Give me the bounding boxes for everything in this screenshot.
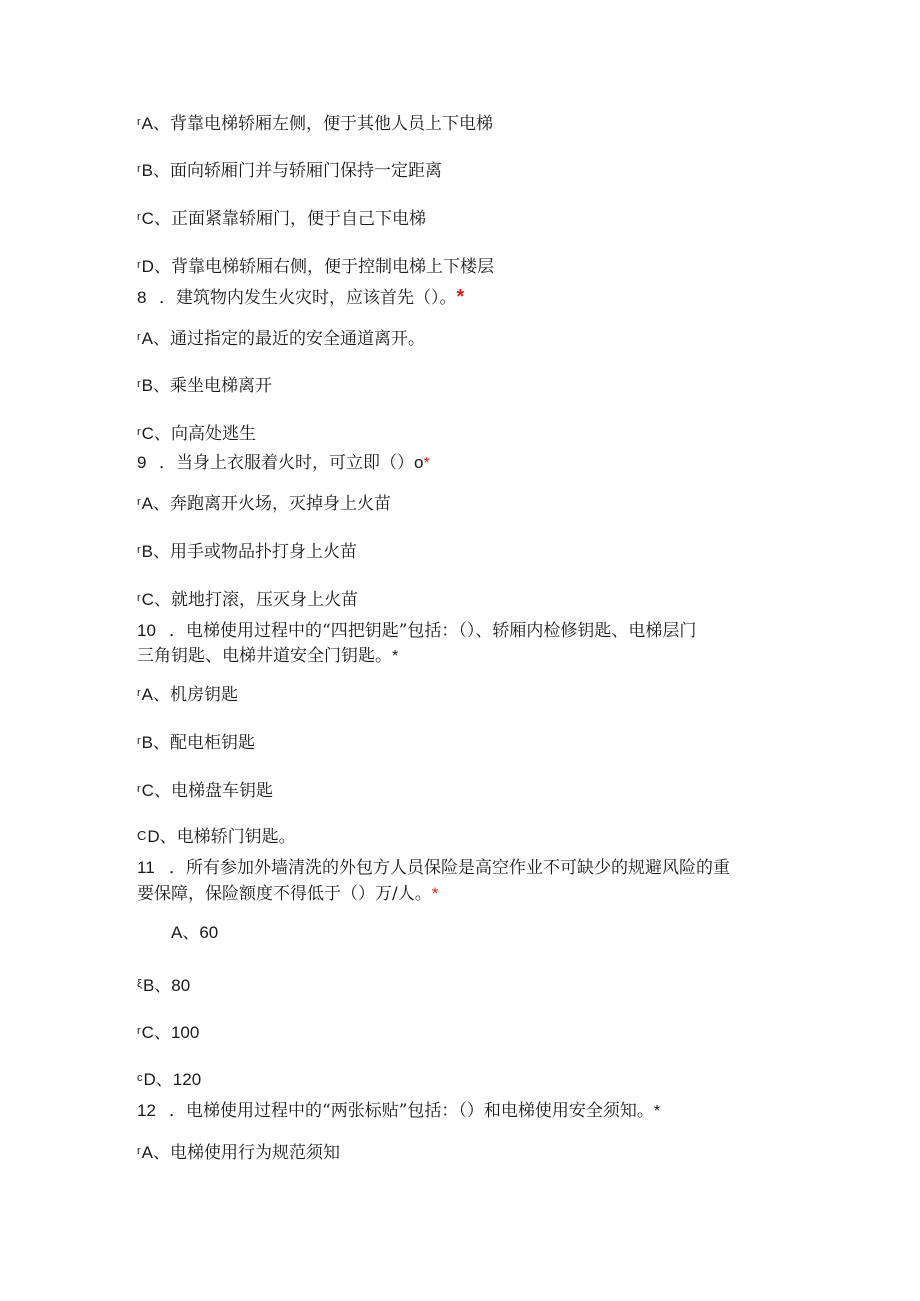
radio-marker: r [137,378,141,390]
option-c[interactable] [137,206,426,230]
option-letter: C [141,781,154,800]
option-d[interactable] [137,254,494,278]
radio-marker: r [137,1145,141,1157]
required-mark: * [456,286,465,308]
question-10 [137,620,696,642]
option-c[interactable] [137,587,358,611]
option-text: 、60 [182,923,219,942]
radio-marker: r [137,592,141,604]
option-text: 、正面紧靠轿厢门，便于自己下电梯 [153,209,426,229]
question-text: ．电梯使用过程中的“四把钥匙”包括：（）、轿厢内检修钥匙、电梯层门 [169,621,697,641]
option-letter: D [141,257,154,276]
radio-marker: r [137,116,141,128]
option-d[interactable] [137,825,296,848]
option-c[interactable] [137,778,273,802]
option-letter: C [141,590,154,609]
radio-marker: r [137,687,141,699]
required-mark: * [431,884,439,903]
radio-marker: r [137,426,141,438]
option-letter: A [141,494,154,513]
option-letter: A [141,329,154,348]
option-b[interactable] [137,539,357,563]
question-10-continued [137,645,398,668]
option-text: 、通过指定的最近的安全通道离开。 [153,329,426,349]
radio-marker: r [137,735,141,747]
option-a[interactable] [137,1140,340,1164]
option-letter: A [171,923,183,942]
radio-marker: r [137,331,141,343]
option-text: 、背靠电梯轿厢右侧，便于控制电梯上下楼层 [153,257,494,277]
option-letter: B [141,376,154,395]
radio-marker: r [137,544,141,556]
option-letter: A [141,685,154,704]
radio-marker: r [137,783,141,795]
question-8 [137,286,464,309]
option-a[interactable] [137,111,493,135]
question-text: ．所有参加外墙清洗的外包方人员保险是高空作业不可缺少的规避风险的重 [169,858,730,878]
option-letter: A [141,1143,154,1162]
option-letter: C [141,1023,154,1042]
question-number: 12 [137,1101,156,1120]
option-letter: D [143,1070,156,1089]
option-text: 、80 [154,976,191,995]
radio-marker: ξ [137,978,142,990]
question-11 [137,857,730,879]
question-suffix: o [414,453,424,472]
question-suffix: 。 [439,288,457,308]
option-text: 、奔跑离开火场，灭掉身上火苗 [153,494,392,514]
question-number: 9 [137,453,147,472]
option-text: 、配电柜钥匙 [153,733,256,753]
radio-marker: r [137,1025,141,1037]
option-text: 、背靠电梯轿厢左侧，便于其他人员上下电梯 [153,114,494,134]
radio-marker: r [137,259,141,271]
option-text: 、电梯轿门钥匙。 [159,827,296,847]
option-text: 、面向轿厢门并与轿厢门保持一定距离 [153,161,443,181]
option-d[interactable] [137,1067,201,1091]
option-c[interactable] [137,421,256,445]
radio-marker: r [137,496,141,508]
question-text: ．当身上衣服着火时，可立即（） [159,453,414,473]
option-letter: B [141,542,154,561]
option-text: 、电梯使用行为规范须知 [153,1143,341,1163]
option-text: 、机房钥匙 [153,685,239,705]
radio-marker: c [137,1072,143,1084]
question-number: 8 [137,288,147,307]
option-a[interactable] [137,682,238,706]
question-text: ．电梯使用过程中的“两张标贴”包括：（）和电梯使用安全须知。 [169,1101,654,1121]
option-c[interactable] [137,1020,199,1044]
option-letter: C [141,424,154,443]
option-text: 、向高处逃生 [153,424,256,444]
option-letter: B [142,976,155,995]
required-mark: * [392,648,399,665]
option-a[interactable] [137,491,391,515]
required-mark: * [423,455,430,472]
option-letter: A [141,114,154,133]
option-text: 、用手或物品扑打身上火苗 [153,542,358,562]
question-number: 10 [137,621,156,640]
option-letter: B [141,733,154,752]
option-text: 、乘坐电梯离开 [153,376,273,396]
option-text: 、100 [153,1023,200,1042]
radio-marker: r [137,211,141,223]
option-b[interactable] [137,373,272,397]
question-text: 要保障，保险额度不得低于（）万/人。 [137,884,432,904]
option-text: 、就地打滚，压灭身上火苗 [153,590,358,610]
option-b[interactable] [137,730,255,754]
option-text: 、电梯盘车钥匙 [153,781,273,801]
question-12 [137,1100,660,1123]
option-b[interactable] [137,973,190,997]
option-text: 、120 [155,1070,202,1089]
radio-marker: r [137,163,141,175]
option-letter: C [141,209,154,228]
question-11-continued [137,883,438,905]
question-text: ．建筑物内发生火灾时，应该首先（） [159,288,440,308]
question-9 [137,452,430,475]
required-mark: * [653,1103,661,1120]
option-letter: B [141,161,154,180]
question-number: 11 [137,858,155,877]
option-letter: D [147,827,160,846]
option-a[interactable] [170,920,218,944]
question-text: 三角钥匙、电梯井道安全门钥匙。 [137,646,392,666]
radio-marker: C [137,828,147,843]
option-a[interactable] [137,326,425,350]
option-b[interactable] [137,158,442,182]
